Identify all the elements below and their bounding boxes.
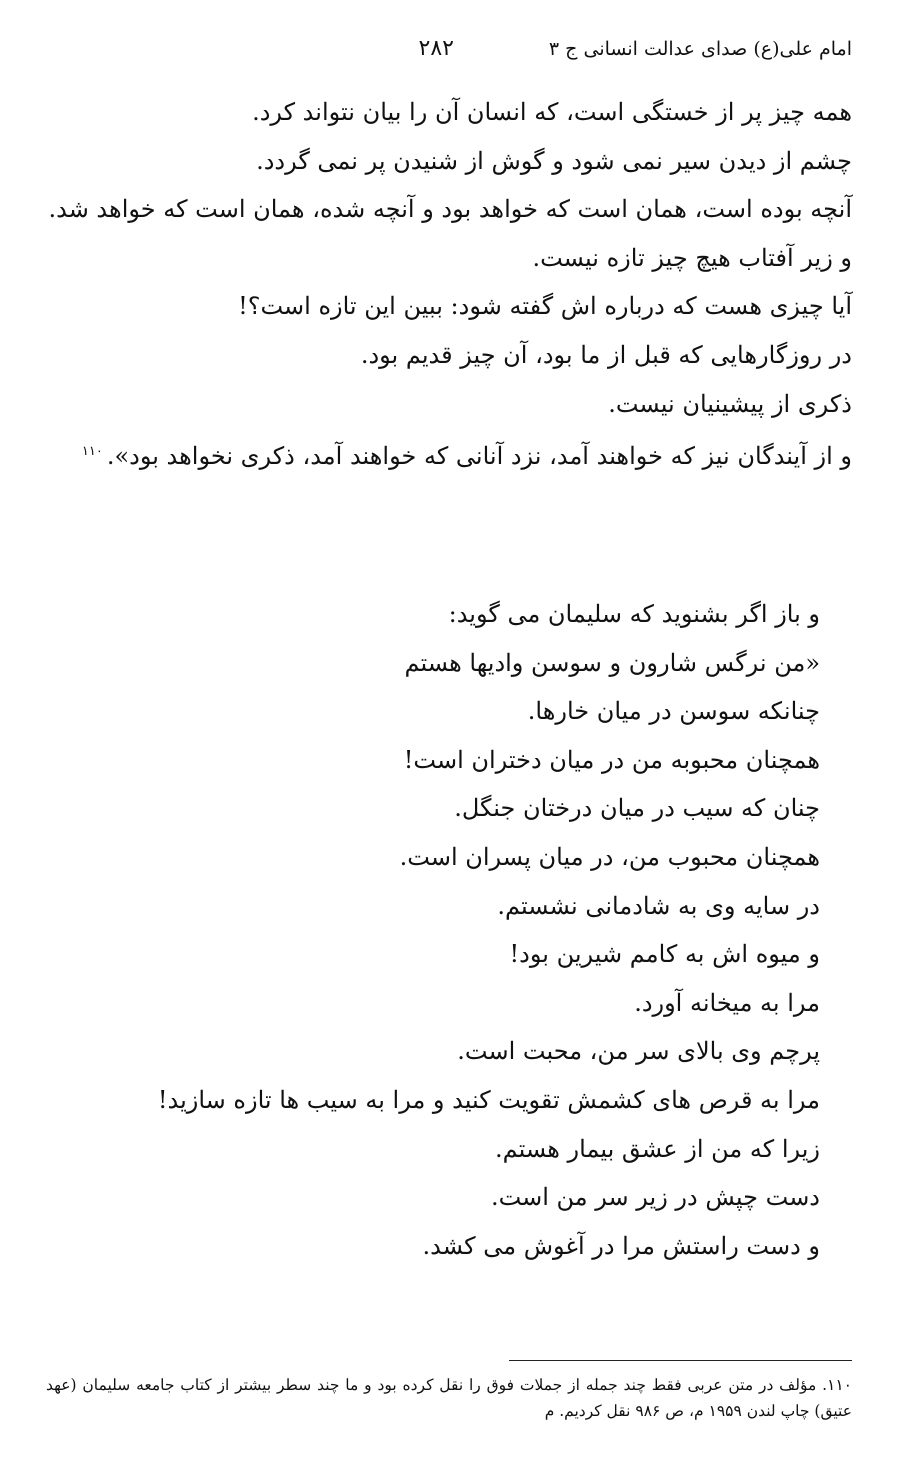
poem-line: در سایه وی به شادمانی نشستم. xyxy=(497,891,820,920)
poem-line: مرا به میخانه آورد. xyxy=(634,988,820,1017)
poem-line: پرچم وی بالای سر من، محبت است. xyxy=(457,1037,820,1066)
poem-line: همچنان محبوبه من در میان دختران است! xyxy=(403,745,820,774)
poem-line: زیرا که من از عشق بیمار هستم. xyxy=(495,1134,820,1163)
footnote-reference: ۱۱۰ xyxy=(81,444,103,460)
text-line: ذکری از پیشینیان نیست. xyxy=(608,389,852,418)
poem-line: همچنان محبوب من، در میان پسران است. xyxy=(399,842,820,871)
body-paragraph xyxy=(48,88,852,481)
poem-line: «من نرگس شارون و سوسن وادیها هستم xyxy=(404,648,820,677)
poem-line: دست چپش در زیر سر من است. xyxy=(490,1183,820,1212)
page-number: ۲۸۲ xyxy=(418,36,454,61)
poem-line: و میوه اش به کامم شیرین بود! xyxy=(509,940,820,969)
text-line: چشم از دیدن سیر نمی شود و گوش از شنیدن پر نمی گردد. xyxy=(256,146,852,175)
text-line: آنچه بوده است، همان است که خواهد بود و آنچه شده، همان است که خواهد شد. xyxy=(48,195,852,224)
poem-line: مرا به قرص های کشمش تقویت کنید و مرا به سیب ها تازه سازید! xyxy=(157,1085,820,1114)
footnote: ۱۱۰. مؤلف در متن عربی فقط چند جمله از جملات فوق را نقل کرده بود و ما چند سطر بیشتر از کتاب جامعه سلیمان (عهد عتیق) چاپ لندن ۱۹۵۹ م، ص ۹۸۶ نقل کردیم. م xyxy=(46,1376,852,1420)
text-line: همه چیز پر از خستگی است، که انسان آن را بیان نتواند کرد. xyxy=(252,98,852,126)
poem-line: چنان که سیب در میان درختان جنگل. xyxy=(454,794,820,823)
page-header xyxy=(48,38,852,78)
text-line: آیا چیزی هست که درباره اش گفته شود: ببین این تازه است؟! xyxy=(238,292,852,321)
poem-line: و باز اگر بشنوید که سلیمان می گوید: xyxy=(448,600,820,628)
running-title: امام علی(ع) صدای عدالت انسانی ج ۳ xyxy=(548,38,852,60)
text-line xyxy=(48,428,852,481)
text-line-content: و از آیندگان نیز که خواهند آمد، نزد آنانی که خواهند آمد، ذکری نخواهد بود». xyxy=(106,442,852,471)
poem-line: چنانکه سوسن در میان خارها. xyxy=(527,697,820,726)
footnote-divider xyxy=(509,1360,852,1361)
text-line: و زیر آفتاب هیچ چیز تازه نیست. xyxy=(532,243,852,272)
poem-block xyxy=(48,590,820,1270)
poem-line: و دست راستش مرا در آغوش می کشد. xyxy=(422,1231,820,1260)
text-line: در روزگارهایی که قبل از ما بود، آن چیز قدیم بود. xyxy=(360,340,852,369)
